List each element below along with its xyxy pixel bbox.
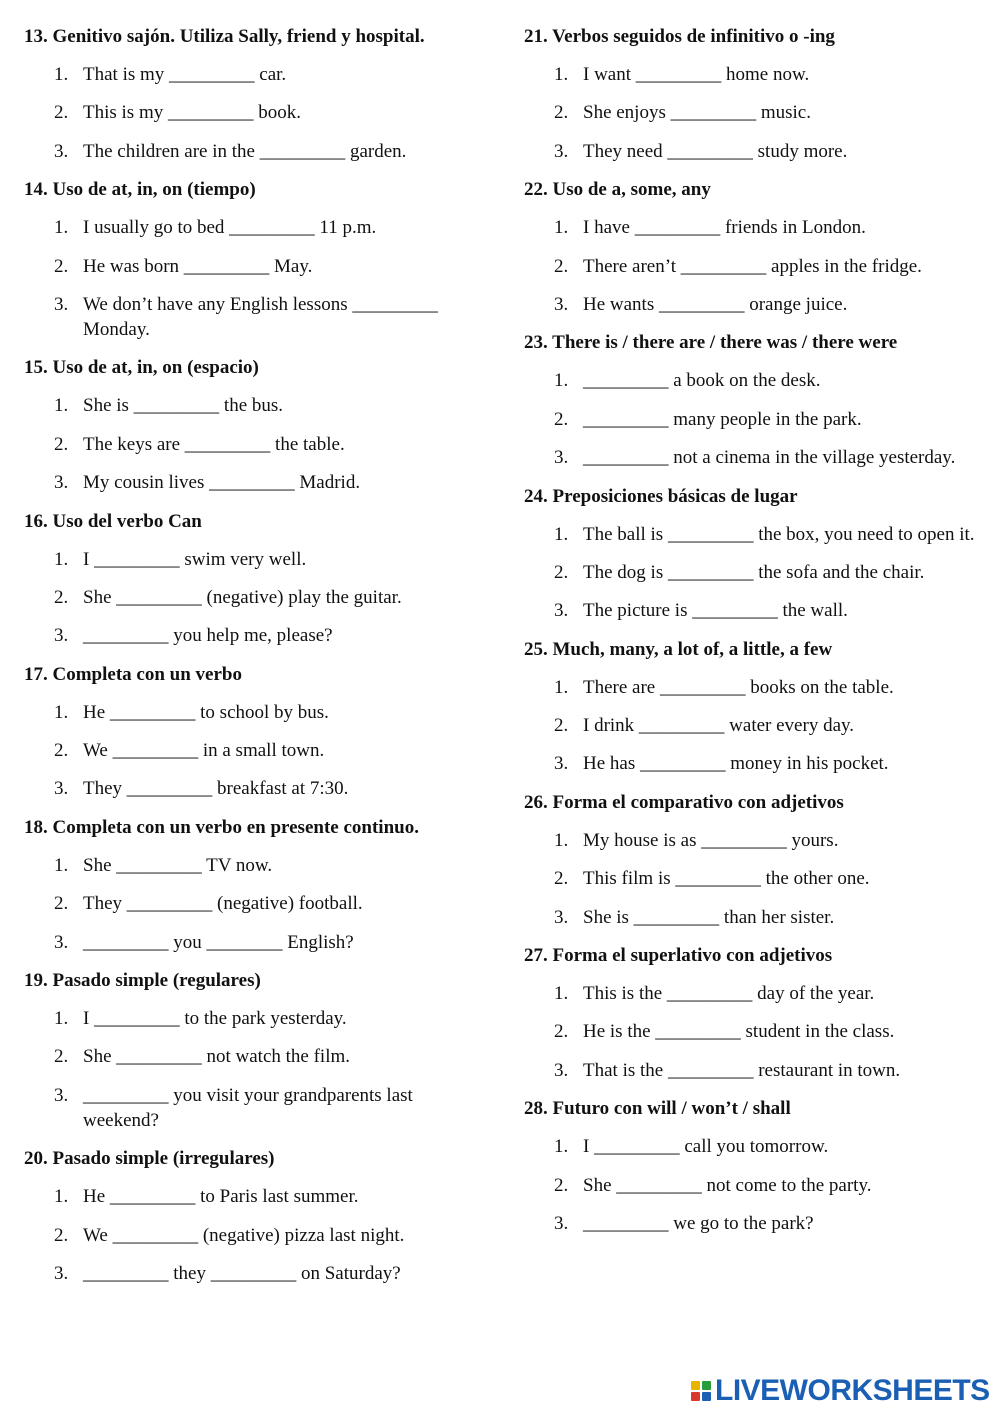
item-number: 3. xyxy=(54,931,69,953)
item-number: 1. xyxy=(554,983,569,1005)
section-title: 24. Preposiciones básicas de lugar xyxy=(524,485,798,507)
exercise-item xyxy=(24,547,484,572)
exercise-item xyxy=(24,432,484,457)
exercise-item xyxy=(24,1083,484,1133)
item-number: 3. xyxy=(54,1262,69,1284)
item-sentence[interactable]: We _________ in a small town. xyxy=(83,740,325,762)
item-number: 3. xyxy=(554,753,569,775)
exercise-section xyxy=(24,177,484,342)
item-sentence[interactable]: I _________ swim very well. xyxy=(83,548,307,570)
exercise-section xyxy=(524,943,984,1083)
item-sentence[interactable]: The dog is _________ the sofa and the chair. xyxy=(583,561,925,583)
item-number: 2. xyxy=(554,255,569,277)
item-number: 3. xyxy=(554,1212,569,1234)
item-sentence[interactable]: He _________ to school by bus. xyxy=(83,701,329,723)
exercise-list xyxy=(524,62,984,164)
item-number: 1. xyxy=(554,523,569,545)
exercise-section xyxy=(24,968,484,1133)
item-sentence[interactable]: I want _________ home now. xyxy=(583,64,810,85)
exercise-item xyxy=(24,623,484,648)
exercise-item xyxy=(524,139,984,164)
item-number: 1. xyxy=(54,854,69,876)
exercise-item xyxy=(524,598,984,623)
exercise-item xyxy=(24,700,484,725)
exercise-item xyxy=(524,368,984,393)
exercise-list xyxy=(524,522,984,624)
exercise-list xyxy=(24,853,484,955)
item-sentence[interactable]: _________ we go to the park? xyxy=(583,1212,814,1234)
item-number: 2. xyxy=(554,561,569,583)
exercise-section xyxy=(24,355,484,495)
exercise-item xyxy=(24,393,484,418)
exercise-item xyxy=(524,560,984,585)
exercise-list xyxy=(24,1006,484,1133)
item-number: 3. xyxy=(554,293,569,315)
item-number: 1. xyxy=(554,64,569,85)
item-sentence[interactable]: She is _________ the bus. xyxy=(83,395,284,417)
exercise-item xyxy=(24,100,484,125)
section-title: 17. Completa con un verbo xyxy=(24,663,242,685)
exercise-list xyxy=(24,547,484,649)
section-title: 15. Uso de at, in, on (espacio) xyxy=(24,357,259,379)
item-number: 3. xyxy=(54,778,69,800)
exercise-item xyxy=(24,853,484,878)
item-sentence[interactable]: The keys are _________ the table. xyxy=(83,433,345,455)
item-sentence[interactable]: He has _________ money in his pocket. xyxy=(583,753,889,775)
exercise-list xyxy=(24,393,484,495)
logo-square-1 xyxy=(691,1381,700,1390)
item-number: 2. xyxy=(54,255,69,277)
item-sentence[interactable]: They _________ (negative) football. xyxy=(83,893,363,915)
section-title: 23. There is / there are / there was / there were xyxy=(524,332,898,354)
item-number: 3. xyxy=(554,1059,569,1081)
item-number: 3. xyxy=(54,293,69,315)
item-sentence[interactable]: _________ they _________ on Saturday? xyxy=(83,1262,401,1284)
item-number: 2. xyxy=(554,408,569,430)
exercise-section xyxy=(24,662,484,802)
item-sentence[interactable]: _________ not a cinema in the village yesterday. xyxy=(583,447,956,469)
exercise-item xyxy=(24,139,484,164)
exercise-item xyxy=(524,828,984,853)
exercise-list xyxy=(524,675,984,777)
exercise-item xyxy=(524,62,984,87)
exercise-item xyxy=(24,585,484,610)
exercise-item xyxy=(524,1058,984,1083)
exercise-section xyxy=(24,24,484,164)
exercise-item xyxy=(24,62,484,87)
section-title: 26. Forma el comparativo con adjetivos xyxy=(524,791,844,813)
section-title: 21. Verbos seguidos de infinitivo o -ing xyxy=(524,26,835,47)
item-number: 2. xyxy=(554,102,569,124)
item-number: 2. xyxy=(54,586,69,608)
item-sentence[interactable]: They _________ breakfast at 7:30. xyxy=(83,778,349,800)
exercise-item xyxy=(524,1019,984,1044)
section-title: 27. Forma el superlativo con adjetivos xyxy=(524,945,833,967)
item-sentence[interactable]: _________ you visit your grandparents last weekend? xyxy=(83,1084,413,1131)
exercise-item xyxy=(524,713,984,738)
section-title: 13. Genitivo sajón. Utiliza Sally, friend y hospital. xyxy=(24,26,425,47)
item-number: 3. xyxy=(554,447,569,469)
section-title: 14. Uso de at, in, on (tiempo) xyxy=(24,179,256,201)
exercise-list xyxy=(524,368,984,470)
exercise-item xyxy=(524,254,984,279)
item-sentence[interactable]: This is the _________ day of the year. xyxy=(583,983,875,1005)
section-title: 22. Uso de a, some, any xyxy=(524,179,711,201)
exercise-item xyxy=(524,100,984,125)
item-sentence[interactable]: He wants _________ orange juice. xyxy=(583,293,848,315)
item-sentence[interactable]: They need _________ study more. xyxy=(583,140,848,162)
exercise-item xyxy=(24,1261,484,1286)
exercise-item xyxy=(524,866,984,891)
section-title: 25. Much, many, a lot of, a little, a few xyxy=(524,638,833,660)
item-number: 2. xyxy=(54,1224,69,1246)
exercise-section xyxy=(524,484,984,624)
exercise-item xyxy=(24,1044,484,1069)
item-number: 1. xyxy=(54,548,69,570)
item-number: 2. xyxy=(554,1021,569,1043)
logo-grid-icon xyxy=(691,1381,711,1401)
exercise-item xyxy=(24,215,484,240)
exercise-item xyxy=(24,776,484,801)
item-sentence[interactable]: There are _________ books on the table. xyxy=(583,676,894,698)
exercise-item xyxy=(24,1006,484,1031)
item-sentence[interactable]: She _________ not watch the film. xyxy=(83,1046,351,1068)
liveworksheets-logo xyxy=(691,1375,990,1407)
section-title: 28. Futuro con will / won’t / shall xyxy=(524,1098,791,1120)
item-number: 1. xyxy=(554,370,569,392)
item-sentence[interactable]: That is the _________ restaurant in town. xyxy=(583,1059,901,1081)
item-number: 1. xyxy=(54,64,69,85)
item-number: 2. xyxy=(554,715,569,737)
exercise-item xyxy=(524,1211,984,1236)
exercise-item xyxy=(524,445,984,470)
exercise-section xyxy=(24,1146,484,1286)
exercise-item xyxy=(524,1173,984,1198)
item-number: 3. xyxy=(554,140,569,162)
item-number: 1. xyxy=(54,701,69,723)
item-sentence[interactable]: She _________ not come to the party. xyxy=(583,1174,872,1196)
exercise-section xyxy=(524,330,984,470)
exercise-item xyxy=(24,930,484,955)
item-sentence[interactable]: That is my _________ car. xyxy=(83,64,287,85)
exercise-list xyxy=(524,215,984,317)
section-title: 20. Pasado simple (irregulares) xyxy=(24,1148,275,1170)
item-sentence[interactable]: I _________ call you tomorrow. xyxy=(583,1136,829,1158)
item-number: 3. xyxy=(554,906,569,928)
item-sentence[interactable]: He is the _________ student in the class. xyxy=(583,1021,895,1043)
item-sentence[interactable]: He was born _________ May. xyxy=(83,255,313,277)
item-number: 1. xyxy=(54,1186,69,1208)
item-sentence[interactable]: The ball is _________ the box, you need to open it. xyxy=(583,523,975,545)
item-sentence[interactable]: The children are in the _________ garden. xyxy=(83,140,407,162)
exercise-item xyxy=(524,215,984,240)
item-sentence[interactable]: He _________ to Paris last summer. xyxy=(83,1186,359,1208)
item-sentence[interactable]: She enjoys _________ music. xyxy=(583,102,811,124)
exercise-list xyxy=(524,828,984,930)
logo-square-3 xyxy=(691,1392,700,1401)
item-number: 2. xyxy=(54,433,69,455)
item-sentence[interactable]: This is my _________ book. xyxy=(83,102,301,124)
exercise-item xyxy=(524,751,984,776)
exercise-list xyxy=(24,1184,484,1286)
item-number: 2. xyxy=(54,102,69,124)
exercise-list xyxy=(24,700,484,802)
item-number: 3. xyxy=(54,140,69,162)
exercise-item xyxy=(24,738,484,763)
right-column xyxy=(524,24,984,1249)
item-number: 1. xyxy=(554,1136,569,1158)
item-sentence[interactable]: We don’t have any English lessons _________ Monday. xyxy=(83,293,438,340)
item-sentence[interactable]: _________ many people in the park. xyxy=(583,408,862,430)
exercise-list xyxy=(524,1134,984,1236)
item-number: 1. xyxy=(554,829,569,851)
exercise-list xyxy=(24,215,484,342)
exercise-item xyxy=(24,470,484,495)
exercise-section xyxy=(524,24,984,164)
item-sentence[interactable]: The picture is _________ the wall. xyxy=(583,600,848,622)
item-sentence[interactable]: _________ a book on the desk. xyxy=(583,370,821,392)
section-title: 19. Pasado simple (regulares) xyxy=(24,970,261,992)
exercise-item xyxy=(524,522,984,547)
left-column xyxy=(24,24,484,1299)
item-sentence[interactable]: She _________ TV now. xyxy=(83,854,273,876)
item-sentence[interactable]: I usually go to bed _________ 11 p.m. xyxy=(83,217,377,239)
exercise-item xyxy=(24,891,484,916)
exercise-section xyxy=(524,1096,984,1236)
item-sentence[interactable]: I have _________ friends in London. xyxy=(583,217,866,239)
exercise-section xyxy=(524,637,984,777)
logo-square-2 xyxy=(702,1381,711,1390)
item-number: 3. xyxy=(54,625,69,647)
item-sentence[interactable]: _________ you help me, please? xyxy=(83,625,333,647)
exercise-item xyxy=(524,1134,984,1159)
exercise-item xyxy=(24,254,484,279)
item-sentence[interactable]: _________ you ________ English? xyxy=(83,931,354,953)
section-title: 16. Uso del verbo Can xyxy=(24,510,202,532)
exercise-section xyxy=(524,790,984,930)
exercise-section xyxy=(24,815,484,955)
exercise-item xyxy=(24,1184,484,1209)
logo-text: LIVEWORKSHEETS xyxy=(715,1374,990,1407)
item-number: 3. xyxy=(554,600,569,622)
exercise-item xyxy=(524,981,984,1006)
exercise-section xyxy=(24,509,484,649)
section-title: 18. Completa con un verbo en presente continuo. xyxy=(24,816,419,838)
item-sentence[interactable]: We _________ (negative) pizza last night. xyxy=(83,1224,405,1246)
exercise-item xyxy=(24,292,484,342)
item-sentence[interactable]: This film is _________ the other one. xyxy=(583,868,870,890)
item-sentence[interactable]: She _________ (negative) play the guitar. xyxy=(83,586,402,608)
item-number: 1. xyxy=(54,217,69,239)
exercise-item xyxy=(24,1223,484,1248)
exercise-item xyxy=(524,675,984,700)
item-number: 1. xyxy=(54,1008,69,1030)
exercise-item xyxy=(524,292,984,317)
exercise-list xyxy=(24,62,484,164)
item-sentence[interactable]: I drink _________ water every day. xyxy=(583,715,855,737)
item-number: 1. xyxy=(54,395,69,417)
item-number: 2. xyxy=(554,1174,569,1196)
item-number: 2. xyxy=(554,868,569,890)
exercise-list xyxy=(524,981,984,1083)
item-number: 3. xyxy=(54,472,69,494)
logo-square-4 xyxy=(702,1392,711,1401)
exercise-item xyxy=(524,407,984,432)
item-sentence[interactable]: My cousin lives _________ Madrid. xyxy=(83,472,361,494)
item-number: 1. xyxy=(554,217,569,239)
item-sentence[interactable]: I _________ to the park yesterday. xyxy=(83,1008,347,1030)
item-number: 2. xyxy=(54,1046,69,1068)
item-sentence[interactable]: She is _________ than her sister. xyxy=(583,906,835,928)
item-sentence[interactable]: My house is as _________ yours. xyxy=(583,829,839,851)
item-number: 3. xyxy=(54,1084,69,1106)
exercise-section xyxy=(524,177,984,317)
item-sentence[interactable]: There aren’t _________ apples in the fridge. xyxy=(583,255,922,277)
item-number: 2. xyxy=(54,740,69,762)
item-number: 2. xyxy=(54,893,69,915)
exercise-item xyxy=(524,905,984,930)
item-number: 1. xyxy=(554,676,569,698)
